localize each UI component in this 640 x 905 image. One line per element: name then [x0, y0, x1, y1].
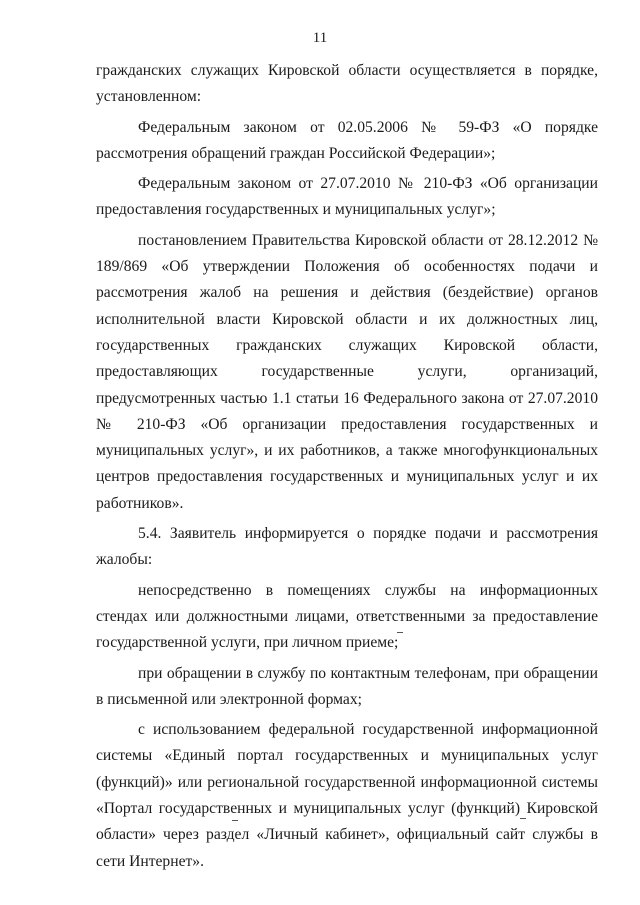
paragraph-section-5-4: 5.4. Заявитель информируется о порядке подачи и рассмотрения жалобы:	[96, 525, 598, 569]
scan-mark	[397, 632, 403, 633]
paragraph-phone-written: при обращении в службу по контактным телефонам, при обращении в письменной или электронной формах;	[96, 664, 598, 708]
document-body	[96, 58, 598, 879]
paragraph-law-59fz: Федеральным законом от 02.05.2006 № 59-ФЗ «О порядке рассмотрения обращений граждан Российской Федерации»;	[96, 118, 598, 162]
paragraph-intro: гражданских служащих Кировской области осуществляется в порядке, установленном:	[96, 62, 598, 106]
paragraph-online-portal: с использованием федеральной государственной информационной системы «Единый портал государственных и муниципальных услуг (функций)» или региональной государственной информационной системы «Портал государственных и муниципальных услуг (функций) Кировской области» через раздел «Личный кабинет», официальный сайт службы в сети Интернет».	[96, 721, 598, 870]
paragraph-law-210fz: Федеральным законом от 27.07.2010 № 210-ФЗ «Об организации предоставления государственных и муниципальных услуг»;	[96, 175, 598, 219]
scan-mark	[232, 820, 238, 821]
paragraph-in-person: непосредственно в помещениях службы на информационных стендах или должностными лицами, ответственными за предоставление государственной услуги, при личном приеме;	[96, 581, 598, 652]
paragraph-government-resolution: постановлением Правительства Кировской области от 28.12.2012 № 189/869 «Об утверждении Положения об особенностях подачи и рассмотрения жалоб на решения и действия (бездействие) органов исполнительной власти Кировской области и их должностных лиц, государственных гражданских служащих Кировской области, предоставляющих государственные услуги, организаций, предусмотренных частью 1.1 статьи 16 Федерального закона от 27.07.2010 № 210-ФЗ «Об организации предоставления государственных и муниципальных услуг», и их работников, а также многофункциональных центров предоставления государственных и муниципальных услуг и их работников».	[96, 231, 598, 512]
scan-mark	[520, 818, 526, 819]
page-number: 11	[312, 30, 328, 46]
